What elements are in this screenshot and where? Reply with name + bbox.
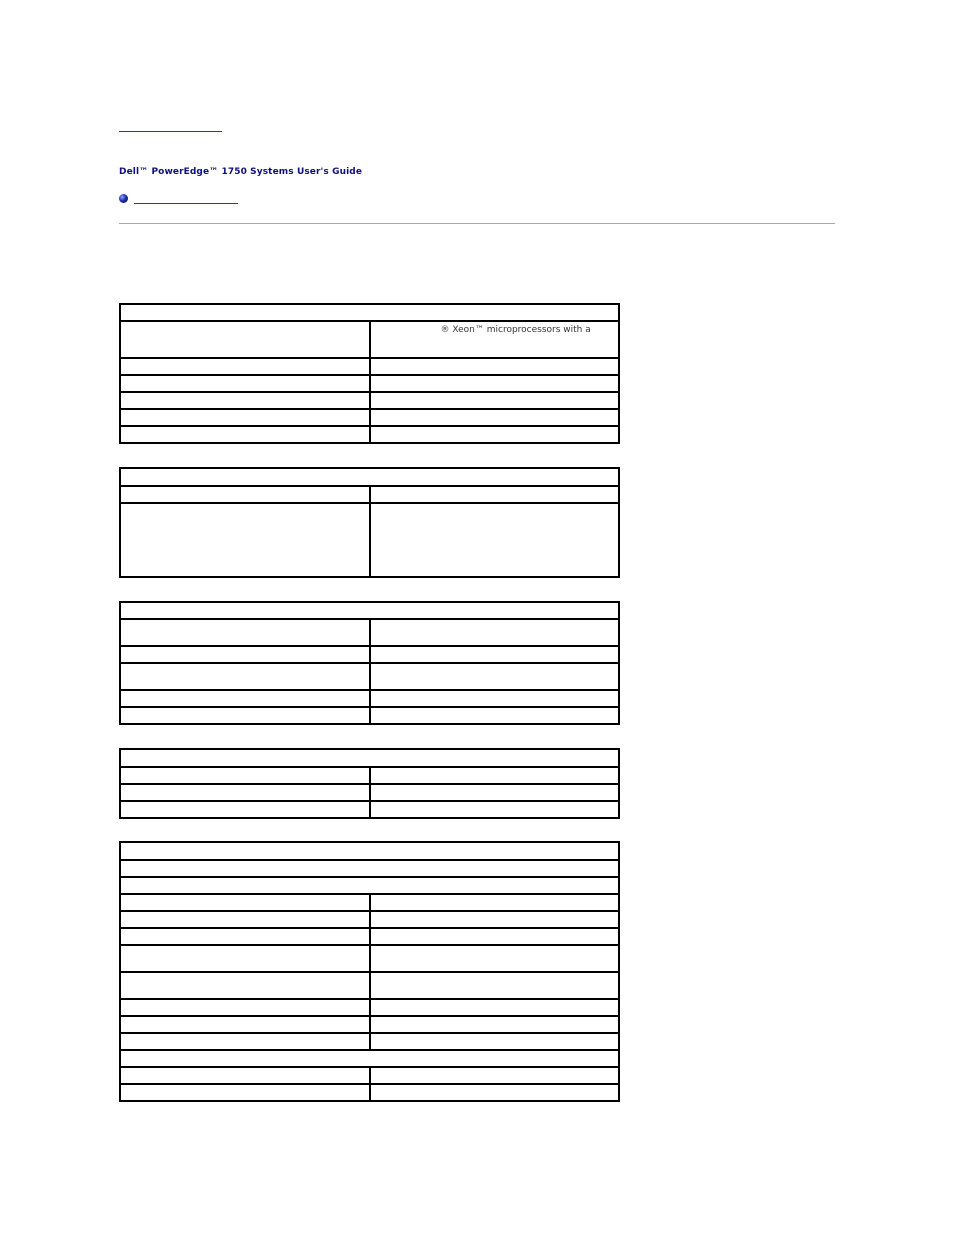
table-subheader-row (120, 860, 619, 877)
spec-table-5 (119, 841, 620, 1102)
table-cell (120, 999, 370, 1016)
table-cell (120, 646, 370, 663)
table-cell (120, 690, 370, 707)
section-link[interactable] (134, 203, 238, 204)
table-header-row (120, 842, 619, 860)
table-cell (120, 972, 370, 999)
table-cell (120, 928, 370, 945)
spec-table-2 (119, 467, 620, 578)
table-cell (370, 426, 620, 443)
table-cell (370, 1016, 620, 1033)
table-cell (370, 503, 620, 577)
back-to-contents-link[interactable] (119, 131, 222, 132)
table-cell (370, 409, 620, 426)
table-cell (370, 894, 620, 911)
table-cell (120, 426, 370, 443)
table-cell (370, 486, 620, 503)
table-cell (370, 1084, 620, 1101)
table-subheader-row (120, 1050, 619, 1067)
table-header-row (120, 304, 619, 321)
table-cell (120, 486, 370, 503)
table-cell (120, 358, 370, 375)
spec-table-3 (119, 601, 620, 725)
spec-table-4 (119, 748, 620, 819)
table-cell (370, 358, 620, 375)
guide-title: Dell™ PowerEdge™ 1750 Systems User's Guide (119, 167, 363, 177)
divider (119, 223, 835, 224)
table-subheader-row (120, 877, 619, 894)
table-cell (370, 911, 620, 928)
table-cell (120, 707, 370, 724)
table-cell (370, 707, 620, 724)
processor-description: ® Xeon™ microprocessors with a (440, 325, 591, 335)
table-cell (370, 801, 620, 818)
table-cell (370, 321, 620, 358)
table-cell (370, 945, 620, 972)
spec-table-processor (119, 303, 620, 444)
table-header-row (120, 602, 619, 619)
table-cell (120, 801, 370, 818)
table-cell (120, 663, 370, 690)
table-header-row (120, 468, 619, 486)
table-cell (370, 392, 620, 409)
table-cell (370, 999, 620, 1016)
table-cell (120, 784, 370, 801)
table-cell (120, 1033, 370, 1050)
table-cell (370, 690, 620, 707)
table-cell (120, 1067, 370, 1084)
table-cell (370, 767, 620, 784)
table-cell (370, 1067, 620, 1084)
table-cell (370, 619, 620, 646)
table-cell (120, 392, 370, 409)
table-header-row (120, 749, 619, 767)
table-cell (370, 784, 620, 801)
table-cell (120, 767, 370, 784)
table-cell (120, 1016, 370, 1033)
table-cell (120, 409, 370, 426)
table-cell (370, 972, 620, 999)
bullet-icon (119, 194, 128, 203)
table-cell (120, 1084, 370, 1101)
table-cell (370, 663, 620, 690)
table-cell (120, 503, 370, 577)
table-cell (370, 928, 620, 945)
table-cell (120, 375, 370, 392)
table-cell (370, 1033, 620, 1050)
table-cell (370, 375, 620, 392)
table-cell (120, 619, 370, 646)
table-cell (370, 646, 620, 663)
table-cell (120, 945, 370, 972)
table-cell (120, 894, 370, 911)
table-cell (120, 911, 370, 928)
table-cell (120, 321, 370, 358)
